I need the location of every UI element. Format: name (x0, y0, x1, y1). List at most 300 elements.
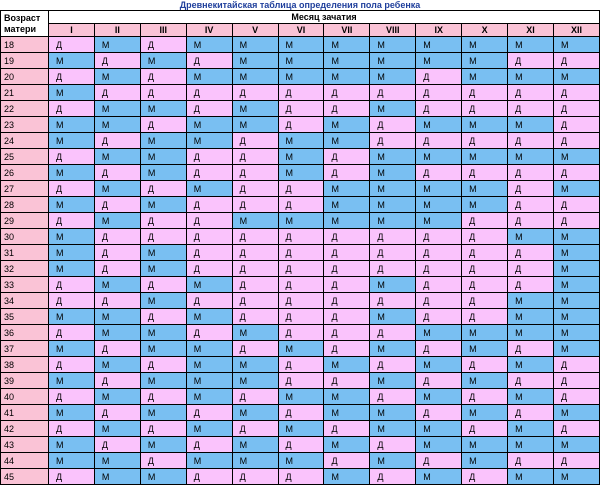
gender-cell: Д (186, 149, 232, 165)
gender-cell: Д (508, 277, 554, 293)
gender-cell: М (232, 357, 278, 373)
gender-cell: М (186, 373, 232, 389)
gender-cell: Д (416, 245, 462, 261)
gender-cell: Д (508, 53, 554, 69)
gender-cell: М (49, 405, 95, 421)
month-header-2: II (94, 24, 140, 37)
mother-age-cell: 40 (1, 389, 49, 405)
gender-cell: М (278, 453, 324, 469)
gender-cell: Д (232, 341, 278, 357)
gender-cell: Д (49, 325, 95, 341)
gender-cell: М (186, 421, 232, 437)
gender-cell: Д (416, 85, 462, 101)
month-header-12: XII (553, 24, 599, 37)
gender-cell: М (508, 37, 554, 53)
gender-cell: М (232, 453, 278, 469)
gender-cell: Д (186, 437, 232, 453)
gender-cell: М (278, 69, 324, 85)
gender-cell: М (94, 117, 140, 133)
gender-cell: Д (462, 261, 508, 277)
gender-cell: Д (553, 389, 599, 405)
mother-age-cell: 36 (1, 325, 49, 341)
gender-cell: М (186, 69, 232, 85)
table-row (1, 133, 600, 149)
gender-cell: Д (462, 245, 508, 261)
table-row (1, 229, 600, 245)
gender-cell: М (49, 133, 95, 149)
gender-cell: М (508, 309, 554, 325)
gender-cell: М (232, 373, 278, 389)
gender-cell: М (553, 277, 599, 293)
gender-cell: Д (140, 421, 186, 437)
month-header-11: XI (508, 24, 554, 37)
gender-cell: М (462, 341, 508, 357)
gender-cell: Д (278, 101, 324, 117)
gender-cell: Д (140, 85, 186, 101)
gender-cell: Д (462, 165, 508, 181)
gender-cell: М (49, 197, 95, 213)
gender-cell: М (370, 421, 416, 437)
gender-cell: Д (186, 405, 232, 421)
gender-cell: Д (232, 165, 278, 181)
gender-cell: М (94, 469, 140, 485)
gender-cell: Д (508, 453, 554, 469)
gender-cell: Д (324, 149, 370, 165)
gender-cell: М (49, 453, 95, 469)
gender-cell: Д (508, 341, 554, 357)
gender-cell: Д (140, 181, 186, 197)
gender-cell: Д (186, 85, 232, 101)
gender-cell: Д (49, 101, 95, 117)
gender-cell: Д (94, 293, 140, 309)
mother-age-cell: 35 (1, 309, 49, 325)
gender-cell: Д (278, 469, 324, 485)
gender-cell: М (508, 421, 554, 437)
gender-cell: Д (186, 293, 232, 309)
gender-cell: Д (370, 117, 416, 133)
gender-cell: Д (462, 357, 508, 373)
mother-age-cell: 44 (1, 453, 49, 469)
table-row (1, 389, 600, 405)
gender-cell: М (324, 53, 370, 69)
gender-cell: М (324, 181, 370, 197)
gender-cell: Д (416, 165, 462, 181)
gender-cell: М (508, 437, 554, 453)
month-header-3: III (140, 24, 186, 37)
gender-cell: Д (324, 373, 370, 389)
gender-cell: Д (186, 53, 232, 69)
gender-cell: М (370, 165, 416, 181)
gender-cell: М (324, 389, 370, 405)
mother-age-cell: 23 (1, 117, 49, 133)
table-row (1, 85, 600, 101)
gender-cell: М (462, 373, 508, 389)
mother-age-cell: 33 (1, 277, 49, 293)
gender-cell: Д (324, 421, 370, 437)
gender-cell: М (416, 181, 462, 197)
gender-cell: Д (553, 85, 599, 101)
gender-cell: М (370, 69, 416, 85)
gender-cell: Д (278, 85, 324, 101)
gender-cell: Д (324, 277, 370, 293)
gender-cell: М (186, 37, 232, 53)
gender-cell: М (462, 453, 508, 469)
gender-cell: Д (94, 229, 140, 245)
gender-cell: М (416, 213, 462, 229)
gender-cell: М (94, 421, 140, 437)
month-header-9: IX (416, 24, 462, 37)
mother-age-cell: 20 (1, 69, 49, 85)
gender-cell: М (140, 373, 186, 389)
gender-cell: М (370, 309, 416, 325)
gender-cell: М (49, 341, 95, 357)
gender-cell: М (278, 341, 324, 357)
gender-cell: М (140, 245, 186, 261)
gender-cell: М (278, 421, 324, 437)
gender-cell: М (140, 165, 186, 181)
gender-cell: М (94, 357, 140, 373)
gender-cell: Д (140, 213, 186, 229)
gender-cell: М (94, 325, 140, 341)
gender-cell: М (94, 309, 140, 325)
table-row (1, 53, 600, 69)
gender-cell: Д (49, 149, 95, 165)
gender-cell: Д (416, 309, 462, 325)
table-row (1, 261, 600, 277)
gender-cell: М (508, 69, 554, 85)
gender-cell: Д (370, 133, 416, 149)
gender-cell: Д (94, 133, 140, 149)
table-row (1, 373, 600, 389)
gender-cell: Д (462, 389, 508, 405)
mother-age-cell: 24 (1, 133, 49, 149)
gender-cell: М (140, 261, 186, 277)
gender-cell: Д (186, 261, 232, 277)
gender-cell: М (416, 325, 462, 341)
gender-cell: М (553, 37, 599, 53)
mother-age-cell: 21 (1, 85, 49, 101)
gender-cell: М (232, 437, 278, 453)
gender-cell: Д (462, 85, 508, 101)
gender-cell: Д (278, 245, 324, 261)
gender-cell: Д (232, 421, 278, 437)
gender-cell: Д (324, 85, 370, 101)
table-row (1, 437, 600, 453)
table-row (1, 309, 600, 325)
gender-cell: Д (186, 229, 232, 245)
gender-cell: Д (49, 37, 95, 53)
gender-cell: Д (508, 133, 554, 149)
gender-cell: М (462, 149, 508, 165)
gender-cell: М (186, 133, 232, 149)
gender-cell: Д (232, 261, 278, 277)
gender-cell: Д (508, 101, 554, 117)
gender-cell: М (186, 181, 232, 197)
gender-cell: Д (508, 213, 554, 229)
gender-cell: Д (553, 133, 599, 149)
mother-age-cell: 30 (1, 229, 49, 245)
gender-cell: М (416, 421, 462, 437)
mother-age-cell: 39 (1, 373, 49, 389)
gender-cell: М (553, 437, 599, 453)
mother-age-cell: 22 (1, 101, 49, 117)
mother-age-cell: 29 (1, 213, 49, 229)
mother-age-cell: 45 (1, 469, 49, 485)
gender-cell: Д (324, 101, 370, 117)
gender-cell: Д (324, 325, 370, 341)
gender-cell: М (462, 117, 508, 133)
gender-cell: Д (49, 293, 95, 309)
gender-cell: Д (416, 277, 462, 293)
mother-age-cell: 18 (1, 37, 49, 53)
gender-cell: Д (186, 325, 232, 341)
gender-cell: М (49, 117, 95, 133)
table-row (1, 213, 600, 229)
gender-cell: М (370, 341, 416, 357)
gender-cell: Д (462, 469, 508, 485)
gender-cell: Д (370, 469, 416, 485)
table-row (1, 325, 600, 341)
gender-cell: Д (94, 437, 140, 453)
header-row-month (1, 11, 600, 24)
gender-cell: Д (553, 213, 599, 229)
gender-cell: Д (278, 261, 324, 277)
gender-cell: М (553, 69, 599, 85)
gender-cell: Д (462, 309, 508, 325)
mother-age-cell: 38 (1, 357, 49, 373)
month-header-7: VII (324, 24, 370, 37)
gender-cell: Д (508, 405, 554, 421)
gender-cell: М (416, 469, 462, 485)
gender-cell: М (416, 357, 462, 373)
month-header-10: X (462, 24, 508, 37)
gender-cell: М (140, 53, 186, 69)
mother-age-cell: 41 (1, 405, 49, 421)
gender-cell: Д (462, 277, 508, 293)
gender-cell: М (462, 437, 508, 453)
gender-cell: Д (49, 357, 95, 373)
table-row (1, 69, 600, 85)
gender-cell: Д (462, 293, 508, 309)
gender-cell: Д (553, 197, 599, 213)
gender-cell: Д (508, 181, 554, 197)
gender-cell: М (553, 325, 599, 341)
gender-cell: М (94, 453, 140, 469)
gender-cell: Д (278, 357, 324, 373)
mother-age-cell: 43 (1, 437, 49, 453)
gender-cell: Д (553, 453, 599, 469)
gender-cell: Д (232, 85, 278, 101)
gender-cell: М (94, 277, 140, 293)
table-row (1, 117, 600, 133)
mother-age-cell: 27 (1, 181, 49, 197)
gender-prediction-table (0, 10, 600, 485)
gender-cell: М (508, 149, 554, 165)
gender-cell: Д (324, 293, 370, 309)
gender-cell: М (140, 293, 186, 309)
gender-cell: М (370, 213, 416, 229)
table-row (1, 165, 600, 181)
gender-cell: Д (370, 229, 416, 245)
gender-cell: Д (186, 469, 232, 485)
gender-cell: М (140, 405, 186, 421)
gender-cell: М (370, 373, 416, 389)
gender-cell: М (370, 277, 416, 293)
gender-cell: М (140, 133, 186, 149)
table-row (1, 453, 600, 469)
gender-cell: Д (278, 277, 324, 293)
gender-cell: Д (553, 373, 599, 389)
gender-cell: М (416, 437, 462, 453)
gender-cell: Д (370, 293, 416, 309)
gender-cell: Д (278, 197, 324, 213)
gender-cell: М (94, 181, 140, 197)
gender-cell: М (140, 341, 186, 357)
gender-cell: М (232, 405, 278, 421)
gender-cell: М (416, 197, 462, 213)
gender-cell: М (370, 37, 416, 53)
gender-cell: Д (553, 53, 599, 69)
mother-age-cell: 31 (1, 245, 49, 261)
gender-cell: М (232, 213, 278, 229)
gender-cell: М (370, 181, 416, 197)
gender-cell: М (553, 341, 599, 357)
gender-cell: Д (94, 405, 140, 421)
gender-cell: М (186, 117, 232, 133)
gender-cell: М (508, 469, 554, 485)
gender-cell: Д (462, 213, 508, 229)
gender-cell: Д (232, 389, 278, 405)
gender-cell: Д (508, 261, 554, 277)
gender-cell: М (186, 453, 232, 469)
gender-cell: М (416, 117, 462, 133)
gender-cell: М (232, 101, 278, 117)
gender-cell: Д (140, 117, 186, 133)
gender-cell: М (416, 37, 462, 53)
gender-cell: М (232, 37, 278, 53)
gender-cell: Д (49, 69, 95, 85)
gender-cell: М (140, 325, 186, 341)
gender-cell: М (462, 53, 508, 69)
gender-cell: Д (140, 229, 186, 245)
gender-cell: М (232, 325, 278, 341)
gender-cell: М (462, 197, 508, 213)
mother-age-cell: 32 (1, 261, 49, 277)
gender-cell: Д (416, 405, 462, 421)
gender-cell: Д (232, 245, 278, 261)
gender-cell: Д (232, 181, 278, 197)
gender-cell: Д (232, 277, 278, 293)
gender-cell: Д (370, 389, 416, 405)
mother-age-cell: 37 (1, 341, 49, 357)
gender-cell: Д (278, 229, 324, 245)
gender-cell: Д (462, 421, 508, 437)
gender-cell: М (508, 117, 554, 133)
month-header-1: I (49, 24, 95, 37)
gender-cell: М (462, 405, 508, 421)
gender-cell: Д (278, 181, 324, 197)
gender-cell: Д (416, 341, 462, 357)
gender-cell: Д (278, 373, 324, 389)
gender-cell: Д (416, 133, 462, 149)
gender-cell: М (140, 437, 186, 453)
mother-age-cell: 26 (1, 165, 49, 181)
gender-cell: Д (324, 261, 370, 277)
gender-cell: Д (278, 325, 324, 341)
gender-cell: М (49, 229, 95, 245)
gender-cell: Д (553, 101, 599, 117)
gender-cell: Д (94, 85, 140, 101)
gender-cell: М (508, 293, 554, 309)
gender-cell: М (370, 149, 416, 165)
gender-cell: Д (508, 373, 554, 389)
table-row (1, 149, 600, 165)
gender-cell: М (278, 133, 324, 149)
gender-cell: М (508, 229, 554, 245)
gender-cell: М (186, 277, 232, 293)
mother-age-cell: 25 (1, 149, 49, 165)
gender-cell: Д (94, 53, 140, 69)
gender-cell: Д (416, 261, 462, 277)
gender-cell: М (278, 389, 324, 405)
gender-cell: Д (94, 197, 140, 213)
gender-cell: Д (324, 341, 370, 357)
gender-cell: М (94, 389, 140, 405)
gender-cell: М (49, 373, 95, 389)
gender-cell: М (94, 213, 140, 229)
gender-cell: Д (553, 421, 599, 437)
gender-cell: Д (140, 309, 186, 325)
gender-cell: М (49, 261, 95, 277)
gender-cell: М (94, 37, 140, 53)
gender-cell: Д (370, 437, 416, 453)
gender-cell: Д (232, 309, 278, 325)
gender-cell: Д (94, 341, 140, 357)
gender-cell: М (140, 149, 186, 165)
gender-cell: Д (94, 261, 140, 277)
gender-cell: М (462, 181, 508, 197)
gender-cell: М (370, 405, 416, 421)
gender-cell: Д (324, 165, 370, 181)
table-body (1, 11, 600, 485)
gender-cell: Д (94, 245, 140, 261)
gender-cell: М (94, 69, 140, 85)
gender-cell: Д (232, 229, 278, 245)
gender-cell: М (553, 245, 599, 261)
gender-cell: М (186, 341, 232, 357)
gender-cell: М (186, 357, 232, 373)
table-row (1, 357, 600, 373)
gender-cell: Д (370, 85, 416, 101)
gender-cell: Д (49, 213, 95, 229)
gender-cell: Д (324, 245, 370, 261)
gender-cell: Д (140, 357, 186, 373)
gender-cell: Д (94, 373, 140, 389)
gender-cell: М (324, 469, 370, 485)
gender-cell: М (140, 101, 186, 117)
gender-cell: М (324, 405, 370, 421)
table-title: Древнекитайская таблица определения пола ребенка (179, 0, 421, 10)
gender-cell: М (370, 101, 416, 117)
table-row (1, 181, 600, 197)
gender-cell: М (278, 213, 324, 229)
gender-cell: Д (508, 165, 554, 181)
gender-cell: М (94, 101, 140, 117)
gender-cell: Д (416, 373, 462, 389)
conception-month-header: Месяц зачатия (49, 11, 600, 24)
gender-cell: М (49, 53, 95, 69)
gender-cell: Д (232, 469, 278, 485)
